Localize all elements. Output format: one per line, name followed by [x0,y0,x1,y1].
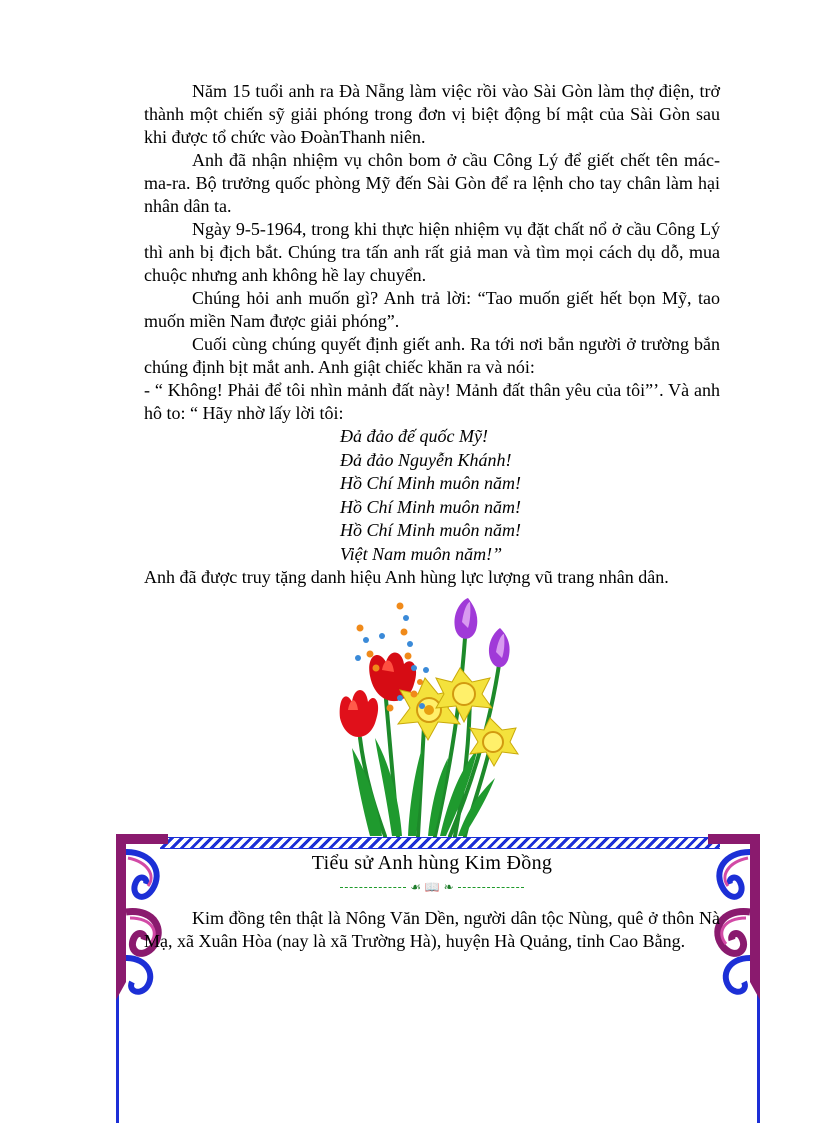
poem-line: Hồ Chí Minh muôn năm! [340,496,521,517]
poem-line: Đả đảo Nguyễn Khánh! [340,449,512,470]
paragraph-2: Anh đã nhận nhiệm vụ chôn bom ở cầu Công Lý để giết chết tên mác-ma-ra. Bộ trưởng quốc phòng Mỹ đến Sài Gòn để ra lệnh cho tay chân làm hại nhân dân ta. [144,150,720,216]
quote-line: - “ Không! Phải để tôi nhìn mảnh đất này! Mảnh đất thân yêu của tôi”’. Và anh hô to: “ Hãy nhờ lấy lời tôi: [144,380,720,423]
title-ornament [340,880,524,894]
paragraph-3: Ngày 9-5-1964, trong khi thực hiện nhiệm vụ đặt chất nổ ở cầu Công Lý thì anh bị địch bắt. Chúng tra tấn anh rất giả man và tìm mọi cách dụ dỗ, mua chuộc nhưng anh không hề lay chuyển. [144,219,720,285]
paragraph-1: Năm 15 tuổi anh ra Đà Nẵng làm việc rồi vào Sài Gòn làm thợ điện, trở thành một chiến sỹ giải phóng trong đơn vị biệt động bí mật của Sài Gòn sau khi được tổ chức vào ĐoànThanh niên. [144,81,720,147]
section-title: Tiểu sử Anh hùng Kim Đồng [311,852,553,874]
ornament-dash-left [340,887,406,888]
poem-line: Việt Nam muôn năm!” [340,543,503,564]
book-ornament-icon: ☙ 📖 ❧ [410,880,454,894]
biography-text [144,907,720,953]
closing-line: Anh đã được truy tặng danh hiệu Anh hùng lực lượng vũ trang nhân dân. [144,567,669,587]
story-text [144,80,720,589]
poem-line: Đả đảo đế quốc Mỹ! [340,426,488,446]
poem-line: Hồ Chí Minh muôn năm! [340,473,521,493]
flower-bouquet-illustration [330,598,520,838]
paragraph-4: Chúng hỏi anh muốn gì? Anh trả lời: “Tao muốn giết hết bọn Mỹ, tao muốn miền Nam được giải phóng”. [144,288,720,331]
poem-line: Hồ Chí Minh muôn năm! [340,520,521,540]
ornament-dash-right [458,887,524,888]
paragraph-5: Cuối cùng chúng quyết định giết anh. Ra tới nơi bắn người ở trường bắn chúng định bịt mắt anh. Anh giật chiếc khăn ra và nói: [144,334,720,377]
frame-top-bar [160,837,720,849]
slogan-poem [144,425,720,566]
biography-paragraph: Kim đồng tên thật là Nông Văn Dền, người dân tộc Nùng, quê ở thôn Nà Mạ, xã Xuân Hòa (nay là xã Trường Hà), huyện Hà Quảng, tỉnh Cao Bằng. [144,908,720,951]
